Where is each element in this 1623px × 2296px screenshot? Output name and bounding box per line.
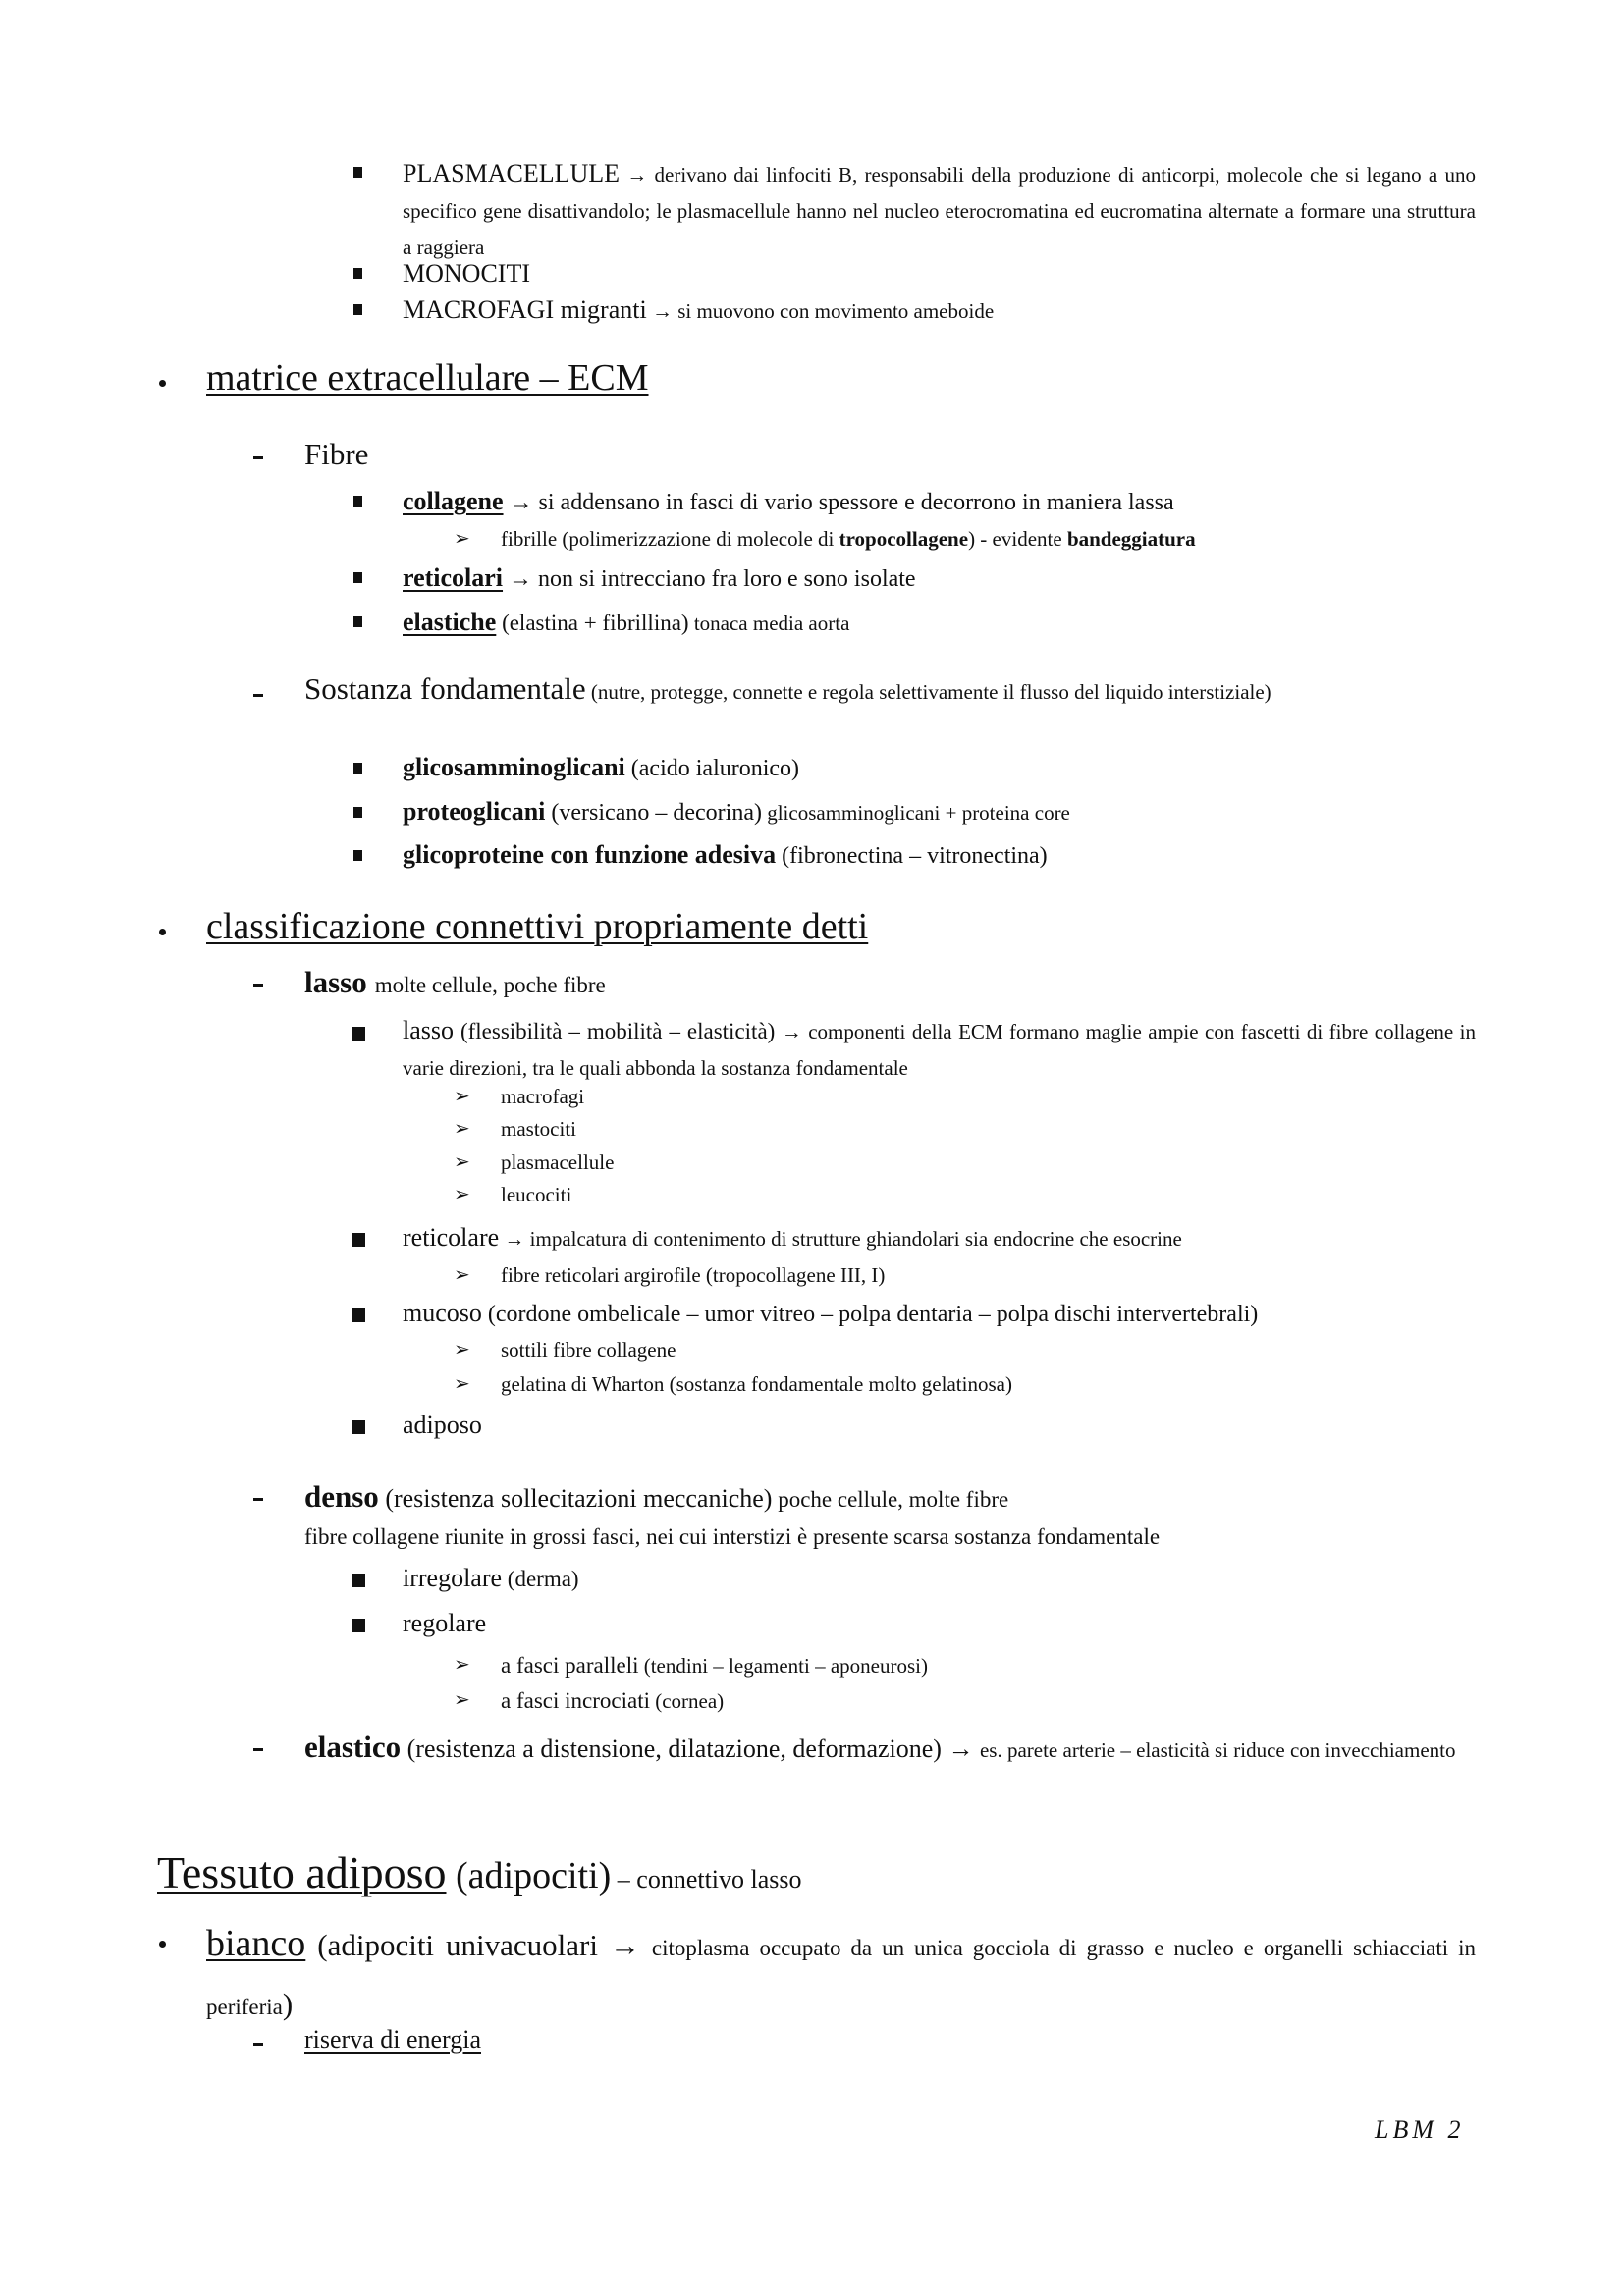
label: collagene: [403, 487, 504, 515]
fibrille-item: [501, 529, 1196, 550]
list-item: leucociti: [501, 1183, 572, 1206]
dash-icon: [253, 1498, 263, 1501]
section-heading: matrice extracellulare – ECM: [206, 357, 649, 399]
list-item: fibre reticolari argirofile (tropocollagene III, I): [501, 1263, 886, 1287]
text-segment: elastico: [304, 1730, 402, 1764]
text-segment: es. parete arterie – elasticità si riduce con invecchiamento: [979, 1738, 1456, 1762]
text-segment: a fasci paralleli: [501, 1653, 639, 1678]
arrowhead-bullet-icon: ➢: [454, 1654, 470, 1676]
text-segment: lasso: [403, 1016, 454, 1044]
section-heading: classificazione connettivi propriamente detti: [206, 906, 869, 947]
text-segment: ): [282, 1987, 294, 2021]
arrowhead-bullet-icon: ➢: [454, 528, 470, 550]
list-item: plasmacellule: [501, 1150, 615, 1174]
description: (nutre, protegge, connette e regola selettivamente il flusso del liquido interstiziale): [585, 680, 1271, 704]
text-segment: (resistenza a distensione, dilatazione, deformazione) →: [401, 1735, 980, 1763]
list-item: macrofagi: [501, 1085, 585, 1108]
bullet-square-icon: [353, 850, 362, 861]
text-segment: (derma): [502, 1567, 579, 1591]
text-segment: – connettivo lasso: [611, 1865, 802, 1894]
elastico-item: [304, 1728, 1476, 1773]
bullet-dot-icon: [159, 380, 166, 387]
bullet-dot-icon: [159, 929, 166, 935]
description: → si addensano in fasci di vario spessore e decorrono in maniera lassa: [503, 490, 1174, 515]
text-segment: → impalcatura di contenimento di strutture ghiandolari sia endocrine che esocrine: [499, 1227, 1182, 1251]
text-segment: Tessuto adiposo: [157, 1847, 447, 1897]
dash-icon: [253, 2043, 263, 2046]
bullet-square-icon: [353, 763, 362, 774]
arrowhead-bullet-icon: ➢: [454, 1689, 470, 1711]
list-item: sottili fibre collagene: [501, 1338, 676, 1362]
bullet-square-icon: [353, 167, 362, 178]
list-item: mastociti: [501, 1117, 576, 1141]
elastiche-item: [403, 610, 849, 635]
text-segment: (adipociti univacuolari →: [305, 1928, 652, 1962]
bianco-item: [206, 1917, 1476, 2037]
text-segment: (resistenza sollecitazioni meccaniche): [378, 1484, 773, 1513]
text-segment: → componenti della ECM formano maglie ampie con fascetti di fibre collagene in varie direzioni, tra le quali abbonda la sostanza fondamentale: [403, 1020, 1477, 1080]
reticolari-item: [403, 565, 916, 591]
page-footer: LBM 2: [1375, 2115, 1465, 2144]
monociti-item: MONOCITI: [403, 259, 530, 288]
text-segment: a fasci incrociati: [501, 1688, 650, 1713]
label: elastiche: [403, 608, 497, 636]
label: PLASMACELLULE: [403, 159, 620, 187]
arrowhead-bullet-icon: ➢: [454, 1373, 470, 1395]
reticolare-item: [403, 1225, 1182, 1251]
text-segment: fibrille (polimerizzazione di molecole di: [501, 527, 839, 551]
proteoglicani-item: [403, 799, 1070, 825]
mucoso-item: [403, 1301, 1258, 1326]
page-section-title: [157, 1847, 802, 1897]
description: → derivano dai linfociti B, responsabili della produzione di anticorpi, molecole che si legano a uno specifico gene disattivandolo; le plasmacellule hanno nel nucleo eterocromatina ed eucromatina alternate a formare una struttura a raggiera: [403, 163, 1476, 259]
text-segment: glicoproteine con funzione adesiva: [403, 840, 777, 869]
description: (elastina + fibrillina): [496, 611, 689, 635]
collagene-item: [403, 489, 1174, 514]
note: tonaca media aorta: [688, 612, 850, 635]
text-segment: (fibronectina – vitronectina): [776, 843, 1048, 869]
text-segment: (versicano – decorina): [545, 800, 762, 826]
macrofagi-item: [403, 297, 994, 323]
lasso-heading: [304, 967, 606, 997]
text-segment: poche cellule, molte fibre: [772, 1487, 1009, 1512]
text-segment: (flessibilità – mobilità – elasticità): [454, 1019, 776, 1043]
text-segment: citoplasma occupato da un unica gocciola di grasso e nucleo e organelli schiacciati in periferia: [206, 1936, 1477, 2019]
text-segment: (cordone ombelicale – umor vitreo – polpa dentaria – polpa dischi intervertebrali): [481, 1302, 1259, 1327]
text-segment: (acido ialuronico): [624, 756, 800, 781]
text-segment: proteoglicani: [403, 797, 546, 826]
arrowhead-bullet-icon: ➢: [454, 1339, 470, 1361]
arrowhead-bullet-icon: ➢: [454, 1118, 470, 1140]
list-item: [501, 1689, 724, 1712]
bullet-square-icon: [353, 616, 362, 627]
regolare-item: regolare: [403, 1609, 487, 1637]
text-segment: ) - evidente: [968, 527, 1067, 551]
bullet-square-icon: [352, 1308, 365, 1322]
bullet-dot-icon: [159, 1941, 166, 1948]
bullet-square-icon: [352, 1233, 365, 1247]
bullet-square-icon: [352, 1027, 365, 1041]
dash-icon: [253, 984, 263, 987]
denso-description: fibre collagene riunite in grossi fasci, nei cui interstizi è presente scarsa sostanza fondamentale: [304, 1524, 1161, 1549]
bullet-square-icon: [353, 807, 362, 818]
text-segment: irregolare: [403, 1564, 503, 1592]
arrowhead-bullet-icon: ➢: [454, 1086, 470, 1107]
text-segment: tropocollagene: [839, 527, 969, 551]
description: → si muovono con movimento ameboide: [646, 299, 995, 323]
sostanza-fondamentale: [304, 670, 1476, 714]
arrowhead-bullet-icon: ➢: [454, 1151, 470, 1173]
dash-icon: [253, 694, 263, 697]
bullet-square-icon: [353, 496, 362, 507]
bullet-square-icon: [352, 1420, 365, 1434]
text-segment: denso: [304, 1479, 379, 1514]
gag-item: [403, 755, 799, 780]
text-segment: (cornea): [649, 1689, 725, 1713]
text-segment: (tendini – legamenti – aponeurosi): [638, 1654, 928, 1678]
label: reticolari: [403, 563, 504, 592]
bullet-square-icon: [353, 268, 362, 279]
text-segment: glicosamminoglicani: [403, 753, 625, 781]
bullet-square-icon: [352, 1619, 365, 1632]
arrowhead-bullet-icon: ➢: [454, 1264, 470, 1286]
irregolare-item: [403, 1566, 579, 1591]
subheading-fibre: Fibre: [304, 437, 369, 471]
text-segment: molte cellule, poche fibre: [374, 973, 606, 997]
dash-icon: [253, 456, 263, 459]
description: → non si intrecciano fra loro e sono isolate: [503, 566, 916, 592]
bullet-square-icon: [352, 1574, 365, 1587]
adiposo-item: adiposo: [403, 1411, 482, 1439]
plasmacellule-item: [403, 157, 1476, 267]
text-segment: (adipociti): [446, 1855, 612, 1896]
text-segment: lasso: [304, 965, 367, 999]
dash-icon: [253, 1748, 263, 1751]
subheading: Sostanza fondamentale: [304, 671, 586, 706]
text-segment: bandeggiatura: [1066, 527, 1196, 551]
text-segment: reticolare: [403, 1223, 500, 1252]
list-item: [501, 1654, 928, 1677]
denso-heading: [304, 1481, 1008, 1512]
arrowhead-bullet-icon: ➢: [454, 1184, 470, 1205]
lasso-item: [403, 1014, 1476, 1088]
bullet-square-icon: [353, 304, 362, 315]
text-segment: mucoso: [403, 1299, 482, 1327]
list-item: gelatina di Wharton (sostanza fondamentale molto gelatinosa): [501, 1372, 1012, 1396]
label: MACROFAGI migranti: [403, 295, 647, 324]
bullet-square-icon: [353, 572, 362, 583]
text-segment: bianco: [206, 1923, 306, 1964]
text-segment: glicosamminoglicani + proteina core: [761, 801, 1070, 825]
glicoproteine-item: [403, 842, 1048, 868]
riserva-item: riserva di energia: [304, 2025, 481, 2054]
